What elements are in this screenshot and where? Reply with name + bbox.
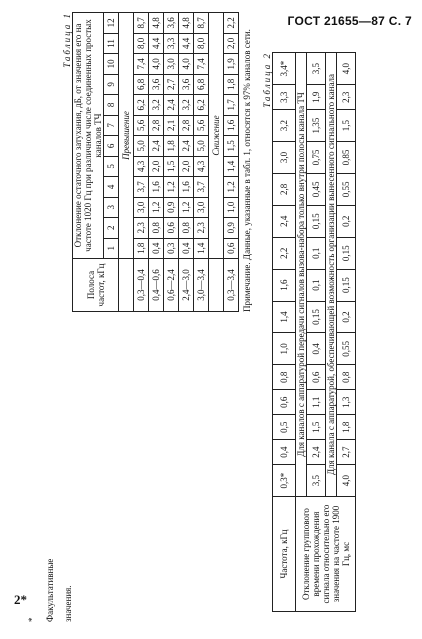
table1-value-cell: 8,7 bbox=[134, 13, 149, 34]
table2-block bbox=[262, 52, 356, 612]
table2-value-b-cell: 2,3 bbox=[337, 85, 356, 110]
table1-group-header: Отклонение остаточного затухания, дБ, от значения его на частоте 1020 Гц при различном числе соединенных простых каналов ТЧ bbox=[73, 13, 104, 259]
table1-value-cell: 0,4 bbox=[179, 238, 194, 258]
page-header: ГОСТ 21655—87 С. 7 bbox=[287, 14, 412, 28]
table1-value-cell: 2,1 bbox=[164, 115, 179, 135]
table1-value-cell: 3,0 bbox=[164, 54, 179, 74]
table1-value-cell: 2,4 bbox=[164, 95, 179, 115]
table1-value-cell: 1,6 bbox=[224, 115, 239, 135]
table1-value-cell: 3,7 bbox=[194, 177, 209, 197]
table1-band-cell: 2,4—3,0 bbox=[179, 259, 194, 312]
table2-freq-cell: 1,4 bbox=[273, 301, 296, 333]
table1-value-cell: 2,8 bbox=[149, 115, 164, 135]
table1-value-cell: 2,8 bbox=[179, 115, 194, 135]
table1-value-cell: 2,2 bbox=[224, 13, 239, 34]
table2-value-b-cell: 1,8 bbox=[337, 415, 356, 440]
table1-value-cell: 2,4 bbox=[179, 136, 194, 156]
page-number: 2* bbox=[14, 592, 27, 607]
table1-value-cell: 1,8 bbox=[224, 74, 239, 94]
table1-value-cell: 1,5 bbox=[164, 156, 179, 176]
table2-freq-cell: 0,5 bbox=[273, 415, 296, 440]
table2-value-b-cell: 0,2 bbox=[337, 301, 356, 333]
table1-empty-cell bbox=[119, 259, 134, 312]
table2-value-b-cell: 0,85 bbox=[337, 142, 356, 174]
table2-value-a-cell: 1,5 bbox=[307, 415, 326, 440]
table2-freq-cell: 3,3 bbox=[273, 85, 296, 110]
table1-band-header: Полоса частот, кГц bbox=[73, 259, 119, 312]
table1-col-number: 3 bbox=[104, 197, 119, 217]
table2-freq-cell: 0,6 bbox=[273, 390, 296, 415]
table2-value-a-cell: 3,5 bbox=[307, 465, 326, 497]
table2-value-b-cell: 1,3 bbox=[337, 390, 356, 415]
table2-section-a: Для каналов с аппаратурой передачи сигналов вызова-набора только внутри полосы канала ТЧ bbox=[296, 53, 307, 497]
table2-freq-cell: 2,8 bbox=[273, 173, 296, 205]
table2-value-a-cell: 0,4 bbox=[307, 333, 326, 365]
table1-value-cell: 3,6 bbox=[164, 13, 179, 34]
table1-col-number: 10 bbox=[104, 54, 119, 74]
table1-value-cell: 1,0 bbox=[224, 197, 239, 217]
table1-value-cell: 1,2 bbox=[164, 177, 179, 197]
table2-value-b-cell: 2,7 bbox=[337, 440, 356, 465]
table1-section-increase: Превышение bbox=[119, 13, 134, 259]
table1-value-cell: 5,0 bbox=[194, 136, 209, 156]
table1-value-cell: 5,0 bbox=[134, 136, 149, 156]
table1-value-cell: 4,8 bbox=[149, 13, 164, 34]
table1-value-cell: 1,2 bbox=[224, 177, 239, 197]
table1-value-cell: 0,9 bbox=[164, 197, 179, 217]
table1-value-cell: 3,6 bbox=[149, 74, 164, 94]
table1-col-number: 9 bbox=[104, 74, 119, 94]
table1-value-cell: 3,2 bbox=[179, 95, 194, 115]
table2-freq-label: Частота, кГц bbox=[273, 497, 296, 612]
table1-value-cell: 1,5 bbox=[224, 136, 239, 156]
table1-value-cell: 2,7 bbox=[164, 74, 179, 94]
table2-value-a-cell: 1,9 bbox=[307, 85, 326, 110]
table2-value-b-cell: 0,15 bbox=[337, 269, 356, 301]
table1-row bbox=[149, 13, 164, 312]
table2-value-b-cell: 4,0 bbox=[337, 465, 356, 497]
table1-value-cell: 8,7 bbox=[194, 13, 209, 34]
table1-value-cell: 3,7 bbox=[134, 177, 149, 197]
table2-value-a-cell: 1,1 bbox=[307, 390, 326, 415]
table2-value-a-cell: 0,1 bbox=[307, 269, 326, 301]
table2-freq-cell: 3,4* bbox=[273, 53, 296, 85]
table1-col-number: 7 bbox=[104, 115, 119, 135]
table1-col-number: 1 bbox=[104, 238, 119, 258]
table2-row-label: Отклонение группового времени прохождения сигнала относительно его значения на частоте 1900 Гц, мс bbox=[296, 497, 356, 612]
table1-value-cell: 2,3 bbox=[134, 218, 149, 238]
table1-value-cell: 1,9 bbox=[224, 54, 239, 74]
table1-section-increase-row bbox=[119, 13, 134, 312]
table2-freq-cell: 0,3* bbox=[273, 465, 296, 497]
table1-value-cell: 4,3 bbox=[134, 156, 149, 176]
table2-value-b-cell: 0,15 bbox=[337, 237, 356, 269]
table1 bbox=[72, 12, 239, 312]
table1-note: Примечание. Данные, указанные в табл. 1, относятся к 97% каналов сети. bbox=[242, 29, 252, 312]
table2-header-row bbox=[273, 53, 296, 612]
table1-caption: Таблица 1 bbox=[62, 12, 72, 68]
table1-empty-cell bbox=[209, 259, 224, 312]
table1-block bbox=[62, 12, 252, 312]
table1-section-decrease-row bbox=[209, 13, 224, 312]
table2-value-a-cell: 0,15 bbox=[307, 301, 326, 333]
table2-freq-cell: 0,8 bbox=[273, 365, 296, 390]
table1-value-cell: 6,2 bbox=[134, 95, 149, 115]
table1-value-cell: 3,2 bbox=[149, 95, 164, 115]
table1-value-cell: 0,8 bbox=[149, 218, 164, 238]
table1-value-cell: 2,0 bbox=[224, 33, 239, 53]
table1-value-cell: 4,0 bbox=[149, 54, 164, 74]
table1-value-cell: 2,0 bbox=[179, 156, 194, 176]
table2-value-b-cell: 0,2 bbox=[337, 205, 356, 237]
table2-value-b-cell: 0,55 bbox=[337, 173, 356, 205]
table1-value-cell: 0,9 bbox=[224, 218, 239, 238]
table1-value-cell: 1,4 bbox=[194, 238, 209, 258]
table2-freq-cell: 3,0 bbox=[273, 142, 296, 174]
table1-value-cell: 3,0 bbox=[194, 197, 209, 217]
table1-value-cell: 2,4 bbox=[149, 136, 164, 156]
table1-value-cell: 5,6 bbox=[194, 115, 209, 135]
table1-value-cell: 0,8 bbox=[179, 218, 194, 238]
table1-value-cell: 1,4 bbox=[224, 156, 239, 176]
table1-value-cell: 6,8 bbox=[194, 74, 209, 94]
table1-value-cell: 1,6 bbox=[149, 177, 164, 197]
table1-value-cell: 5,6 bbox=[134, 115, 149, 135]
table2 bbox=[272, 52, 356, 612]
table1-row bbox=[224, 13, 239, 312]
table1-col-number: 2 bbox=[104, 218, 119, 238]
footnote-text: * Факультативные значения. bbox=[27, 558, 73, 622]
table1-value-cell: 8,0 bbox=[134, 33, 149, 53]
table1-value-cell: 1,2 bbox=[149, 197, 164, 217]
table1-value-cell: 3,0 bbox=[134, 197, 149, 217]
table2-freq-cell: 3,2 bbox=[273, 110, 296, 142]
table1-band-cell: 0,6—2,4 bbox=[164, 259, 179, 312]
table2-freq-cell: 2,2 bbox=[273, 237, 296, 269]
table2-value-a-cell: 0,45 bbox=[307, 173, 326, 205]
table2-body bbox=[273, 53, 356, 612]
table2-section-b: Для канала с аппаратурой, обеспечивающей возможность организации вынесенного сигнального канала bbox=[326, 53, 337, 497]
table1-value-cell: 0,4 bbox=[149, 238, 164, 258]
table2-value-a-cell: 0,6 bbox=[307, 365, 326, 390]
table2-value-b-cell: 1,5 bbox=[337, 110, 356, 142]
table2-value-b-cell: 0,55 bbox=[337, 333, 356, 365]
table2-freq-cell: 1,0 bbox=[273, 333, 296, 365]
table1-value-cell: 0,6 bbox=[164, 218, 179, 238]
table1-value-cell: 0,3 bbox=[164, 238, 179, 258]
table1-col-number: 6 bbox=[104, 136, 119, 156]
table1-row bbox=[164, 13, 179, 312]
table1-value-cell: 4,4 bbox=[179, 33, 194, 53]
table1-value-cell: 6,8 bbox=[134, 74, 149, 94]
table1-band-cell: 3,0—3,4 bbox=[194, 259, 209, 312]
table1-value-cell: 7,4 bbox=[134, 54, 149, 74]
table1-value-cell: 3,3 bbox=[164, 33, 179, 53]
table1-band-cell: 0,3—3,4 bbox=[224, 259, 239, 312]
table1-value-cell: 1,2 bbox=[179, 197, 194, 217]
footnote bbox=[4, 560, 74, 620]
table1-band-cell: 0,3—0,4 bbox=[134, 259, 149, 312]
table1-value-cell: 4,4 bbox=[149, 33, 164, 53]
table1-body bbox=[119, 13, 239, 312]
table1-value-cell: 1,7 bbox=[224, 95, 239, 115]
table1-value-cell: 2,3 bbox=[194, 218, 209, 238]
table1-value-cell: 0,6 bbox=[224, 238, 239, 258]
table1-value-cell: 1,8 bbox=[164, 136, 179, 156]
table2-value-a-cell: 0,15 bbox=[307, 205, 326, 237]
table2-value-b-cell: 4,0 bbox=[337, 53, 356, 85]
table2-caption: Таблица 2 bbox=[262, 52, 272, 108]
table1-row bbox=[194, 13, 209, 312]
table2-value-a-cell: 3,5 bbox=[307, 53, 326, 85]
table2-freq-cell: 1,6 bbox=[273, 269, 296, 301]
table2-value-a-cell: 0,1 bbox=[307, 237, 326, 269]
table1-value-cell: 2,0 bbox=[149, 156, 164, 176]
table2-freq-cell: 2,4 bbox=[273, 205, 296, 237]
table1-row bbox=[134, 13, 149, 312]
table1-value-cell: 8,0 bbox=[194, 33, 209, 53]
table2-freq-cell: 0,4 bbox=[273, 440, 296, 465]
table1-value-cell: 4,3 bbox=[194, 156, 209, 176]
table1-value-cell: 3,6 bbox=[179, 74, 194, 94]
table1-value-cell: 1,6 bbox=[179, 177, 194, 197]
table1-col-number: 8 bbox=[104, 95, 119, 115]
table1-value-cell: 6,2 bbox=[194, 95, 209, 115]
table1-row bbox=[179, 13, 194, 312]
table1-section-decrease: Снижение bbox=[209, 13, 224, 259]
table2-value-a-cell: 0,75 bbox=[307, 142, 326, 174]
table1-value-cell: 1,8 bbox=[134, 238, 149, 258]
table1-col-number: 12 bbox=[104, 13, 119, 34]
table1-band-cell: 0,4—0,6 bbox=[149, 259, 164, 312]
table2-value-b-cell: 0,8 bbox=[337, 365, 356, 390]
table1-value-cell: 4,0 bbox=[179, 54, 194, 74]
table2-value-a-cell: 1,35 bbox=[307, 110, 326, 142]
table1-col-number: 4 bbox=[104, 177, 119, 197]
table1-col-number: 11 bbox=[104, 33, 119, 53]
table2-section-a-row bbox=[296, 53, 307, 612]
table1-value-cell: 4,8 bbox=[179, 13, 194, 34]
table1-col-number: 5 bbox=[104, 156, 119, 176]
table2-value-a-cell: 2,4 bbox=[307, 440, 326, 465]
table1-value-cell: 7,4 bbox=[194, 54, 209, 74]
